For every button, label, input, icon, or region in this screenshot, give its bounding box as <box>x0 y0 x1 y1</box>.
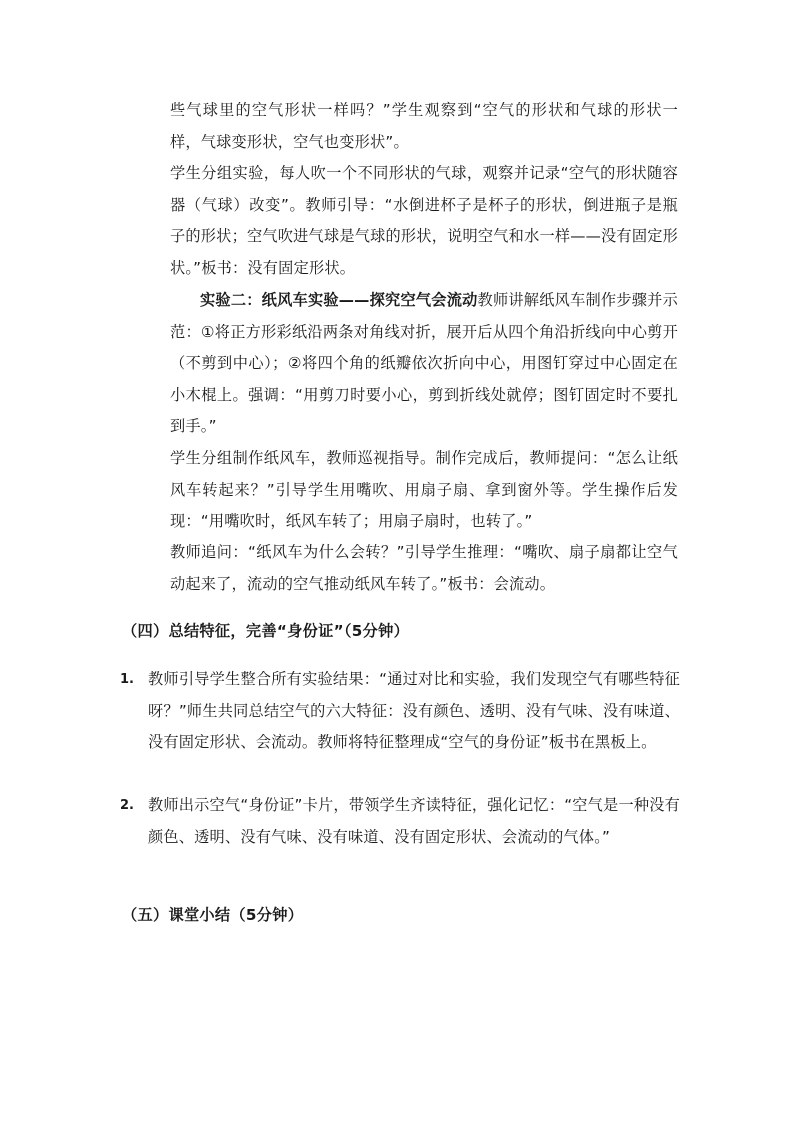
experiment-two-steps: 教师讲解纸风车制作步骤并示范：①将正方形彩纸沿两条对角线对折，展开后从四个角沿折线向中心剪开（不剪到中心）；②将四个角的纸瓣依次折向中心，用图钉穿过中心固定在小木棍上。强调：“用剪刀时要小心，剪到折线处就停；图钉固定时不要扎到手。” <box>170 291 678 435</box>
section-heading-class-summary: （五）课堂小结（5分钟） <box>122 906 304 924</box>
list-item-number: 2. <box>120 798 134 813</box>
paragraph-balloon-experiment: 学生分组实验，每人吹一个不同形状的气球，观察并记录“空气的形状随容器（气球）改变”。教师引导：“水倒进杯子是杯子的形状，倒进瓶子是瓶子的形状；空气吹进气球是气球的形状，说明空气和水一样——没有固定形状。”板书：没有固定形状。 <box>170 164 678 277</box>
list-item-text: 教师引导学生整合所有实验结果：“通过对比和实验，我们发现空气有哪些特征呀？”师生共同总结空气的六大特征：没有颜色、透明、没有气味、没有味道、没有固定形状、会流动。教师将特征整理成“空气的身份证”板书在黑板上。 <box>148 670 680 751</box>
paragraph-balloon-observation: 些气球里的空气形状一样吗？”学生观察到“空气的形状和气球的形状一样，气球变形状，空气也变形状”。 <box>170 101 678 151</box>
experiment-two-title: 实验二：纸风车实验——探究空气会流动 <box>200 291 478 309</box>
paragraph-pinwheel-experiment <box>170 285 678 443</box>
list-item-number: 1. <box>120 672 134 687</box>
section-heading-summary: （四）总结特征，完善“身份证”（5分钟） <box>122 622 410 640</box>
list-item-text: 教师出示空气“身份证”卡片，带领学生齐读特征，强化记忆：“空气是一种没有颜色、透明、没有气味、没有味道、没有固定形状、会流动的气体。” <box>148 796 680 846</box>
paragraph-pinwheel-making: 学生分组制作纸风车，教师巡视指导。制作完成后，教师提问：“怎么让纸风车转起来？”引导学生用嘴吹、用扇子扇、拿到窗外等。学生操作后发现：“用嘴吹时，纸风车转了；用扇子扇时，也转了。” <box>170 449 678 530</box>
paragraph-pinwheel-reasoning: 教师追问：“纸风车为什么会转？”引导学生推理：“嘴吹、扇子扇都让空气动起来了，流动的空气推动纸风车转了。”板书：会流动。 <box>170 543 678 593</box>
